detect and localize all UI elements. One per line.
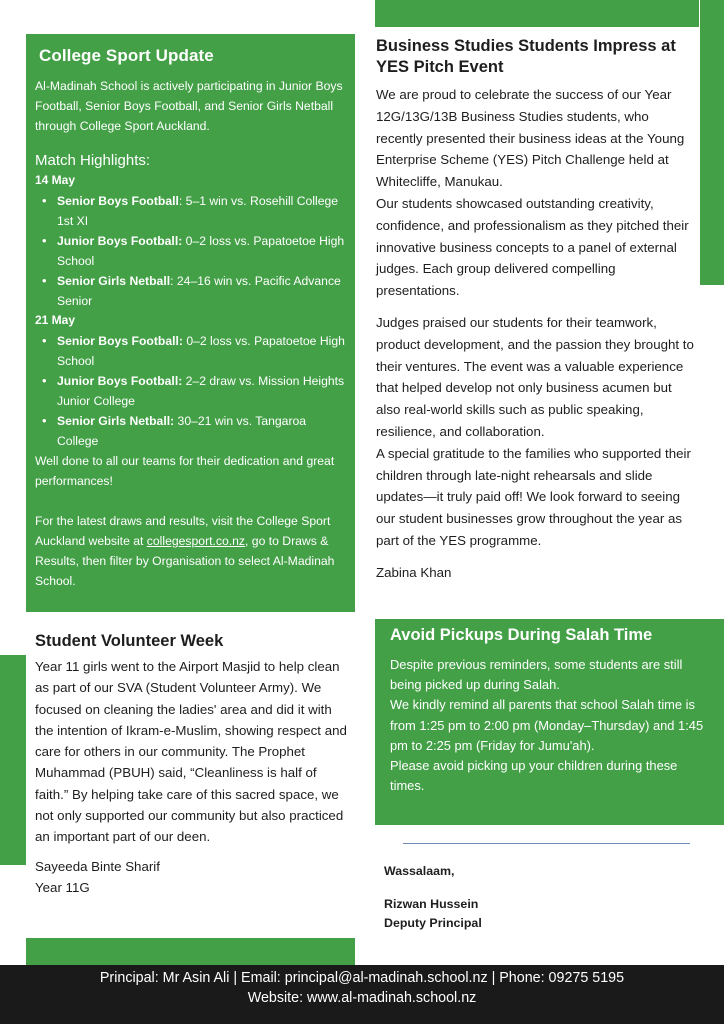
match-result: 0–2 loss vs. Papatoetoe High School [57,334,345,368]
college-sport-title: College Sport Update [39,46,214,65]
match-item [35,331,345,371]
business-paragraph: Judges praised our students for their teamwork, product development, and the passion they brought to their ventures. The event was a valuable experience that helped develop not only business acumen but also real-world skills such as public speaking, resilience, and collaboration. [376,314,694,439]
match-team: Senior Boys Football [57,194,179,208]
match-date: 21 May [35,313,76,327]
volunteer-class: Year 11G [35,879,90,895]
salah-notice-section [375,619,724,825]
match-result: : 24–16 win vs. Pacific Advance Senior [57,274,341,308]
signatory-name: Rizwan Hussein [384,897,479,911]
salah-paragraph: We kindly remind all parents that school Salah time is from 1:25 pm to 2:00 pm (Monday–Thursday) and 1:45 pm to 2:25 pm (Friday for Jumu'ah). [390,697,704,753]
latest-results-before: For the latest draws and results, visit the College Sport Auckland website at [35,514,331,548]
business-studies-title: Business Studies Students Impress at YES Pitch Event [376,37,676,76]
college-sport-link[interactable]: collegesport.co.nz [146,534,246,548]
contact-footer [0,965,724,1024]
match-item [35,411,345,451]
match-item [35,191,345,231]
match-list [35,191,345,311]
business-paragraph: We are proud to celebrate the success of our Year 12G/13G/13B Business Studies students, who recently presented their business ideas at the Young Enterprise Scheme (YES) Pitch Challenge held at Whitecliffe, Manukau. [376,87,685,190]
business-studies-section [376,36,698,584]
salah-paragraph: Despite previous reminders, some students are still being picked up during Salah. [390,657,683,693]
match-list [35,331,345,451]
match-item [35,231,345,271]
footer-contact-line: Principal: Mr Asin Ali | Email: principal@al-madinah.school.nz | Phone: 09275 5195 [99,970,625,986]
volunteer-body: Year 11 girls went to the Airport Masjid to help clean as part of our SVA (Student Volunteer Army). We focused on cleaning the ladies' area and did it with the intention of Ikram-e-Muslim, showing respect and care for others in our community. The Prophet Muhammad (PBUH) said, “Cleanliness is half of faith.” By helping take care of this sacred space, we not only supported our community but also practiced an important part of our deen. [35,659,347,845]
volunteer-author: Sayeeda Binte Sharif [35,858,160,874]
match-team: Junior Boys Football: [57,234,183,248]
match-team: Senior Boys Football: [57,334,183,348]
match-date: 14 May [35,173,76,187]
latest-results-text [35,511,345,591]
volunteer-title: Student Volunteer Week [35,632,224,650]
latest-results-after: , go to Draws & Results, then filter by Organisation to select Al-Madinah School. [35,534,335,588]
decorative-green-bar-left [0,655,26,865]
match-highlights-heading: Match Highlights: [35,152,151,169]
match-item [35,271,345,311]
business-paragraph: A special gratitude to the families who supported their children through late-night rehearsals and slide updates—it truly paid off! We look forward to seeing our student businesses grow throughout the year as part of the YES programme. [376,445,691,548]
footer-website-line: Website: www.al-madinah.school.nz [247,990,477,1006]
match-result: 30–21 win vs. Tangaroa College [57,414,307,448]
decorative-green-bar-bottom [26,938,355,965]
match-result: 2–2 draw vs. Mission Heights Junior College [57,374,345,408]
salah-paragraph: Please avoid picking up your children during these times. [390,758,678,794]
match-result: : 5–1 win vs. Rosehill College 1st XI [57,194,339,228]
match-team: Senior Girls Netball [57,274,171,288]
match-team: Junior Boys Football: [57,374,183,388]
match-result: 0–2 loss vs. Papatoetoe High School [57,234,345,268]
salah-title: Avoid Pickups During Salah Time [390,626,653,644]
closing-signature [384,862,684,933]
closing-salutation: Wassalaam, [384,864,455,878]
match-round [35,171,345,311]
well-done-text: Well done to all our teams for their dedication and great performances! [35,454,335,488]
college-sport-intro: Al-Madinah School is actively participating in Junior Boys Football, Senior Boys Football, and Senior Girls Netball through College Sport Auckland. [35,79,343,133]
signatory-role: Deputy Principal [384,916,482,930]
match-team: Senior Girls Netball: [57,414,175,428]
business-author: Zabina Khan [376,564,452,580]
match-item [35,371,345,411]
college-sport-section [26,34,355,612]
match-round [35,311,345,451]
decorative-green-bar-right [700,0,724,285]
section-divider [403,843,690,844]
decorative-green-bar-top [375,0,699,27]
business-paragraph: Our students showcased outstanding creativity, confidence, and professionalism as they pitched their innovative business concepts to a panel of external judges. Each group delivered compelling presentations. [376,195,689,299]
volunteer-section [35,632,347,898]
